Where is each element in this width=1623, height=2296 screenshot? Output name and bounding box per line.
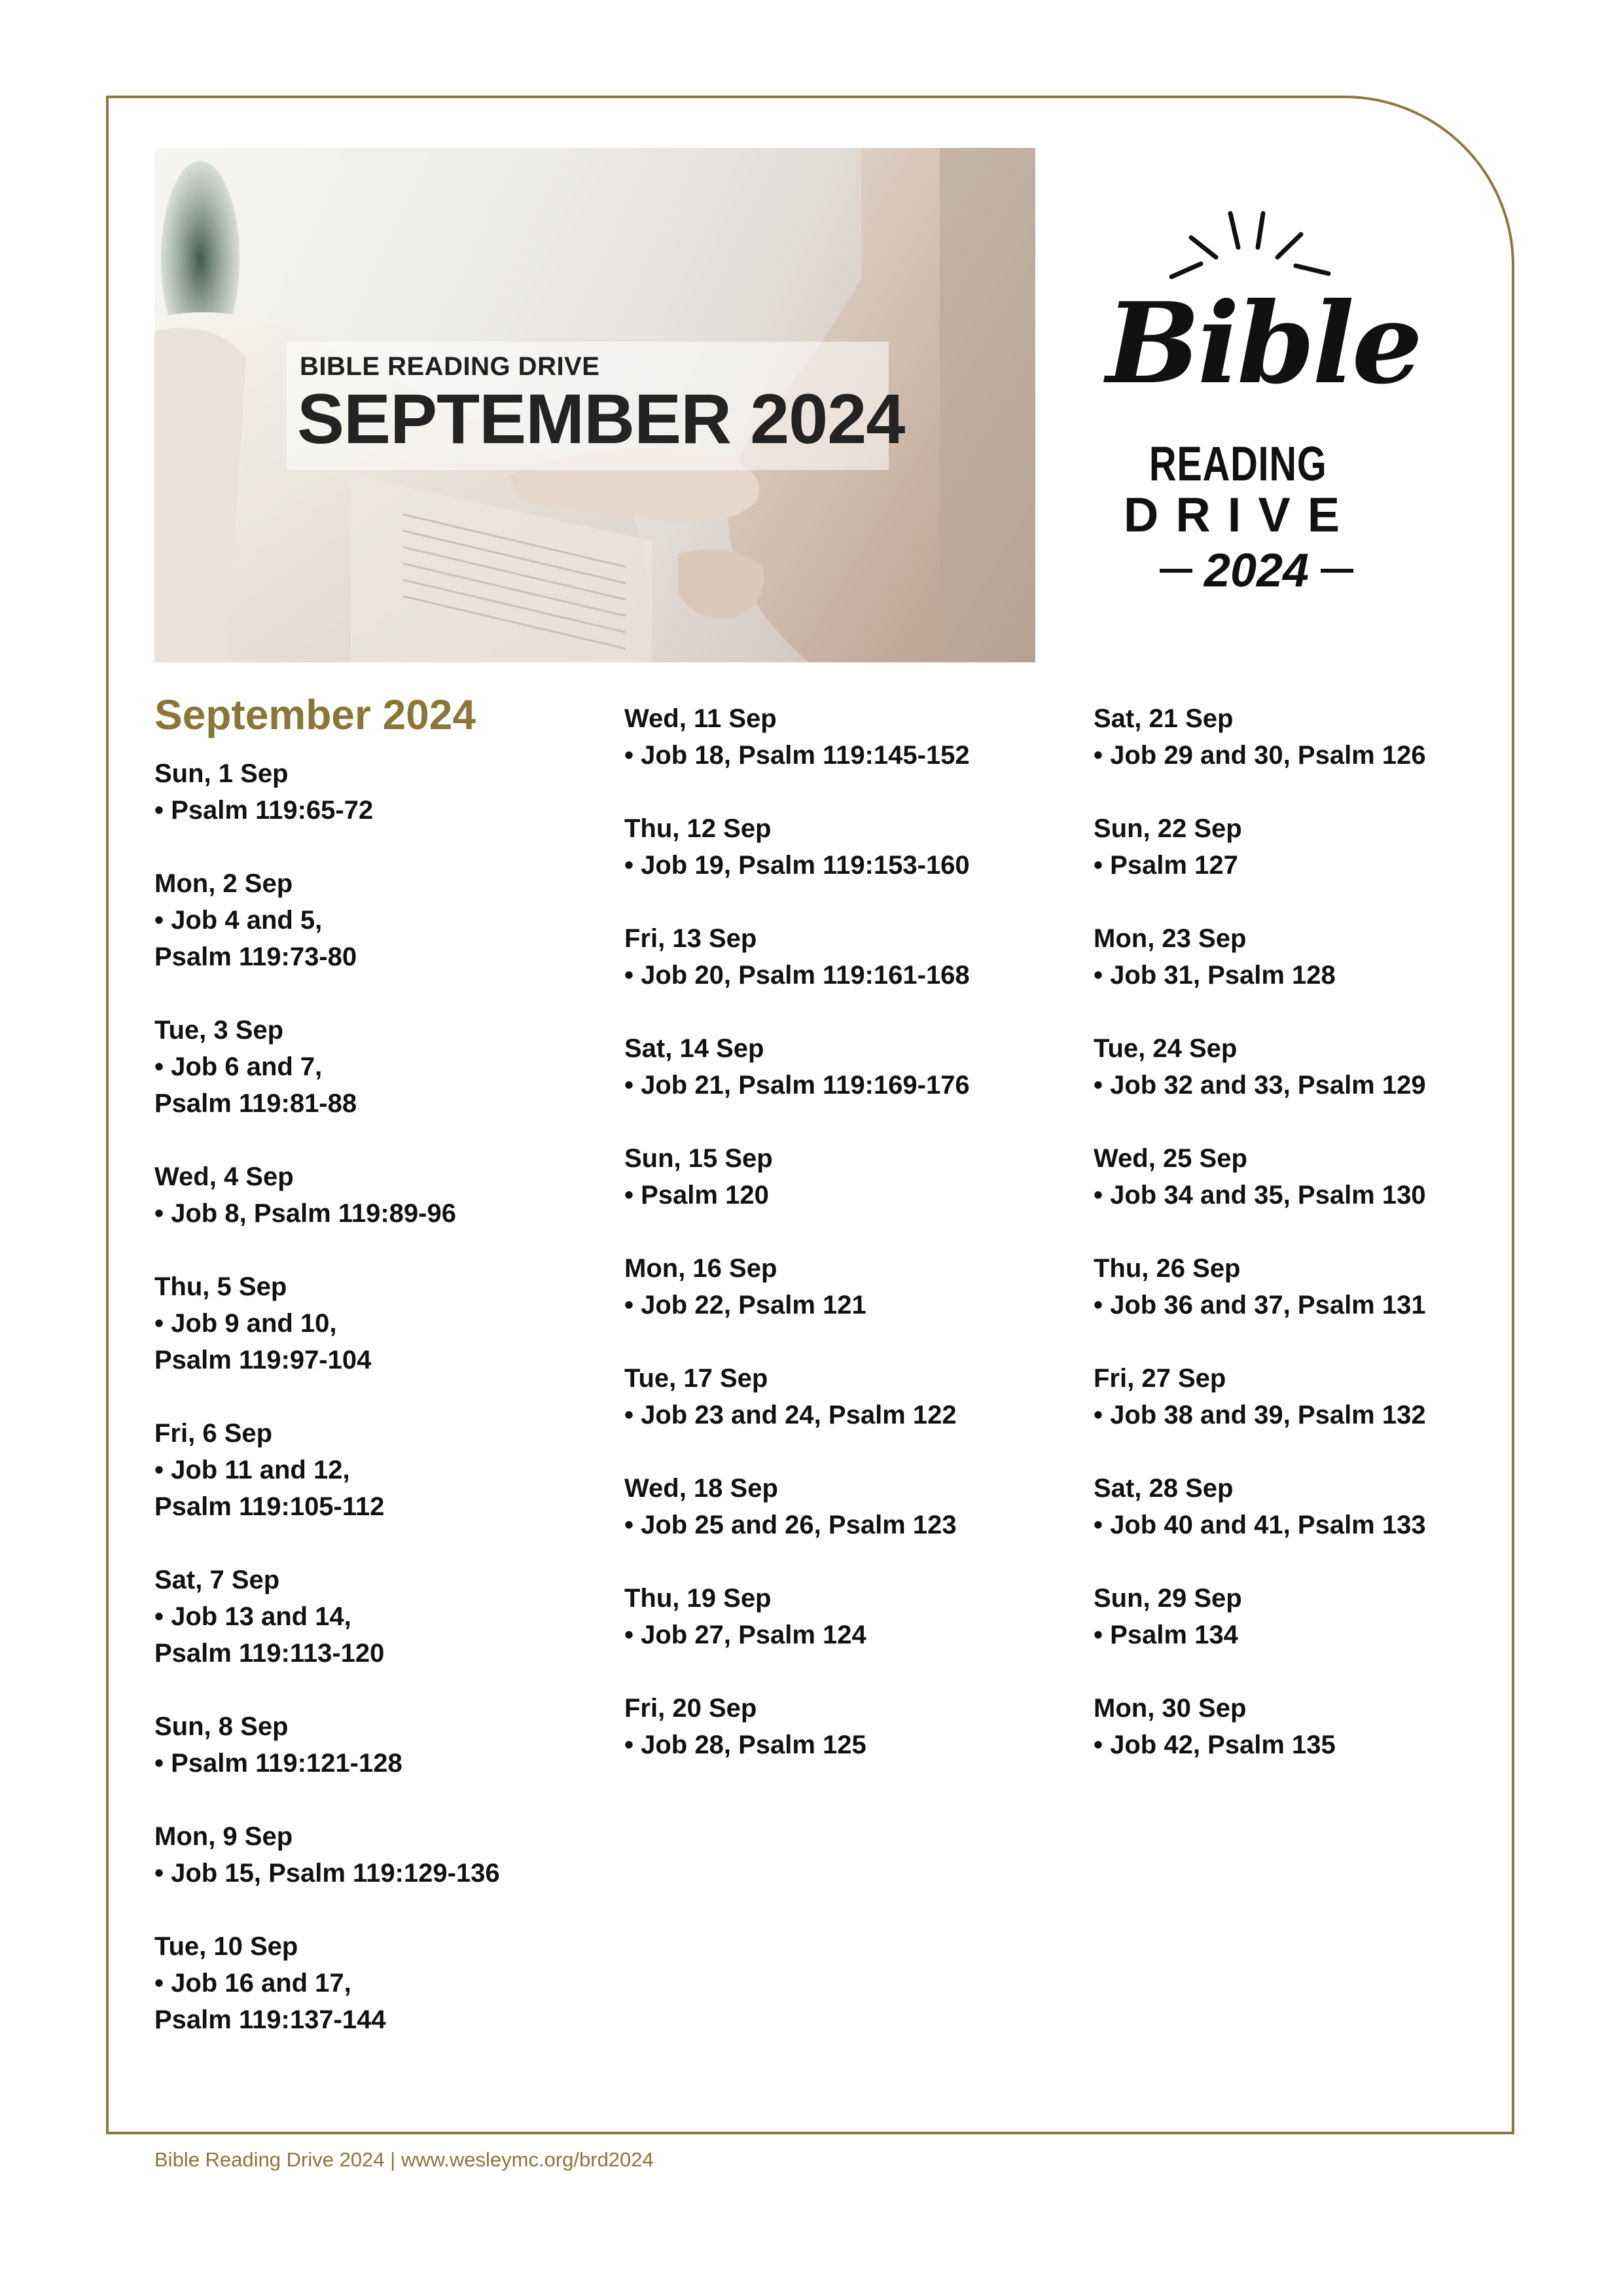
reading-passage: • Psalm 134 [1094, 1621, 1238, 1649]
reading-entry [1094, 1360, 1426, 1433]
reading-entry [154, 1415, 384, 1525]
reading-date: Mon, 30 Sep [1094, 1694, 1247, 1723]
logo-reading-text: READING [1149, 437, 1327, 491]
footer-text: Bible Reading Drive 2024 | www.wesleymc.org/brd2024 [154, 2148, 654, 2171]
reading-passage: • Job 38 and 39, Psalm 132 [1094, 1401, 1426, 1429]
logo-year-row [1126, 545, 1387, 597]
reading-passage: • Job 28, Psalm 125 [624, 1731, 866, 1759]
reading-passage: • Job 22, Psalm 121 [624, 1291, 866, 1319]
reading-passage: • Job 4 and 5, [154, 906, 323, 935]
logo-dash-left [1160, 569, 1192, 573]
reading-entry [624, 920, 970, 994]
reading-date: Sat, 28 Sep [1094, 1474, 1234, 1503]
reading-date: Sun, 1 Sep [154, 759, 289, 788]
reading-date: Wed, 11 Sep [624, 704, 777, 733]
reading-date: Tue, 24 Sep [1094, 1034, 1238, 1063]
reading-passage: Psalm 119:105-112 [154, 1492, 385, 1521]
reading-date: Sun, 15 Sep [624, 1144, 773, 1173]
reading-date: Sun, 8 Sep [154, 1712, 289, 1741]
reading-entry [1094, 1250, 1426, 1323]
logo-year: 2024 [1204, 545, 1310, 597]
reading-passage: • Job 34 and 35, Psalm 130 [1094, 1181, 1426, 1210]
reading-entry [154, 1012, 357, 1122]
reading-entry [1094, 1690, 1336, 1763]
reading-passage: • Job 42, Psalm 135 [1094, 1731, 1336, 1759]
reading-passage: Psalm 119:81-88 [154, 1089, 357, 1118]
reading-date: Fri, 20 Sep [624, 1694, 757, 1723]
hero-kicker: BIBLE READING DRIVE [300, 352, 600, 381]
reading-entry [624, 1690, 866, 1763]
reading-date: Wed, 25 Sep [1094, 1144, 1247, 1173]
reading-passage: • Psalm 119:65-72 [154, 796, 374, 825]
reading-entry [1094, 1030, 1426, 1103]
logo-drive-text: DRIVE [1123, 488, 1357, 542]
reading-entry [624, 1030, 970, 1103]
reading-passage: • Job 8, Psalm 119:89-96 [154, 1199, 456, 1228]
reading-entry [624, 1360, 957, 1433]
reading-date: Tue, 10 Sep [154, 1932, 298, 1961]
reading-entry [154, 1708, 402, 1782]
reading-date: Mon, 16 Sep [624, 1254, 777, 1283]
reading-entry [1094, 810, 1242, 884]
reading-date: Mon, 2 Sep [154, 869, 293, 898]
reading-date: Sat, 7 Sep [154, 1566, 280, 1594]
hero-image [154, 148, 1035, 662]
reading-passage: • Job 25 and 26, Psalm 123 [624, 1511, 957, 1539]
reading-entry [1094, 700, 1426, 774]
reading-date: Wed, 18 Sep [624, 1474, 778, 1503]
reading-entry [154, 755, 373, 829]
reading-passage: • Job 23 and 24, Psalm 122 [624, 1401, 957, 1429]
reading-passage: • Job 31, Psalm 128 [1094, 961, 1336, 990]
reading-passage: Psalm 119:113-120 [154, 1639, 385, 1668]
reading-date: Fri, 6 Sep [154, 1419, 273, 1448]
bible-reading-drive-logo [1093, 203, 1420, 597]
reading-date: Sun, 29 Sep [1094, 1584, 1242, 1613]
reading-passage: Psalm 119:97-104 [154, 1346, 372, 1374]
reading-entry [1094, 1580, 1242, 1653]
month-title: September 2024 [154, 691, 476, 738]
reading-date: Thu, 12 Sep [624, 814, 772, 843]
reading-date: Sun, 22 Sep [1094, 814, 1242, 843]
logo-script-text: Bible [1106, 278, 1420, 409]
reading-passage: • Psalm 127 [1094, 851, 1238, 880]
reading-entry [154, 1158, 456, 1232]
reading-passage: Psalm 119:73-80 [154, 942, 357, 971]
reading-entry [624, 810, 970, 884]
reading-entry [624, 1140, 773, 1213]
reading-passage: • Job 32 and 33, Psalm 129 [1094, 1071, 1426, 1100]
reading-passage: • Job 40 and 41, Psalm 133 [1094, 1511, 1426, 1539]
reading-passage: • Job 29 and 30, Psalm 126 [1094, 741, 1426, 770]
reading-date: Fri, 13 Sep [624, 924, 757, 953]
reading-passage: • Job 19, Psalm 119:153-160 [624, 851, 970, 880]
reading-date: Sat, 14 Sep [624, 1034, 764, 1063]
reading-entry [154, 1268, 371, 1378]
reading-passage: • Job 11 and 12, [154, 1456, 350, 1484]
reading-passage: • Job 13 and 14, [154, 1602, 351, 1631]
reading-date: Thu, 19 Sep [624, 1584, 772, 1613]
reading-entry [624, 1580, 866, 1653]
reading-passage: • Job 15, Psalm 119:129-136 [154, 1859, 500, 1888]
reading-entry [154, 865, 357, 975]
reading-entry [624, 1250, 866, 1323]
reading-entry [624, 1470, 957, 1543]
reading-date: Fri, 27 Sep [1094, 1364, 1226, 1393]
reading-entry [154, 1818, 500, 1892]
reading-date: Mon, 23 Sep [1094, 924, 1247, 953]
reading-entry [1094, 920, 1336, 994]
reading-date: Tue, 3 Sep [154, 1016, 284, 1045]
sunburst-rays-icon [1165, 208, 1335, 280]
reading-entry [624, 700, 970, 774]
reading-passage: Psalm 119:137-144 [154, 2005, 386, 2034]
reading-passage: • Job 20, Psalm 119:161-168 [624, 961, 970, 990]
reading-date: Sat, 21 Sep [1094, 704, 1234, 733]
reading-entry [154, 1562, 384, 1672]
reading-passage: • Job 16 and 17, [154, 1969, 351, 1998]
reading-entry [1094, 1140, 1426, 1213]
reading-passage: • Job 21, Psalm 119:169-176 [624, 1071, 970, 1100]
reading-passage: • Job 27, Psalm 124 [624, 1621, 866, 1649]
reading-entry [154, 1928, 386, 2038]
reading-date: Wed, 4 Sep [154, 1162, 294, 1191]
hero-title: SEPTEMBER 2024 [297, 379, 905, 458]
reading-passage: • Job 9 and 10, [154, 1309, 337, 1338]
reading-passage: • Job 6 and 7, [154, 1052, 323, 1081]
reading-passage: • Job 36 and 37, Psalm 131 [1094, 1291, 1426, 1319]
reading-passage: • Psalm 119:121-128 [154, 1749, 402, 1778]
reading-date: Thu, 5 Sep [154, 1272, 287, 1301]
reading-entry [1094, 1470, 1426, 1543]
reading-passage: • Job 18, Psalm 119:145-152 [624, 741, 970, 770]
reading-date: Thu, 26 Sep [1094, 1254, 1241, 1283]
logo-dash-right [1321, 569, 1353, 573]
reading-date: Mon, 9 Sep [154, 1822, 293, 1851]
reading-date: Tue, 17 Sep [624, 1364, 768, 1393]
reading-passage: • Psalm 120 [624, 1181, 769, 1210]
